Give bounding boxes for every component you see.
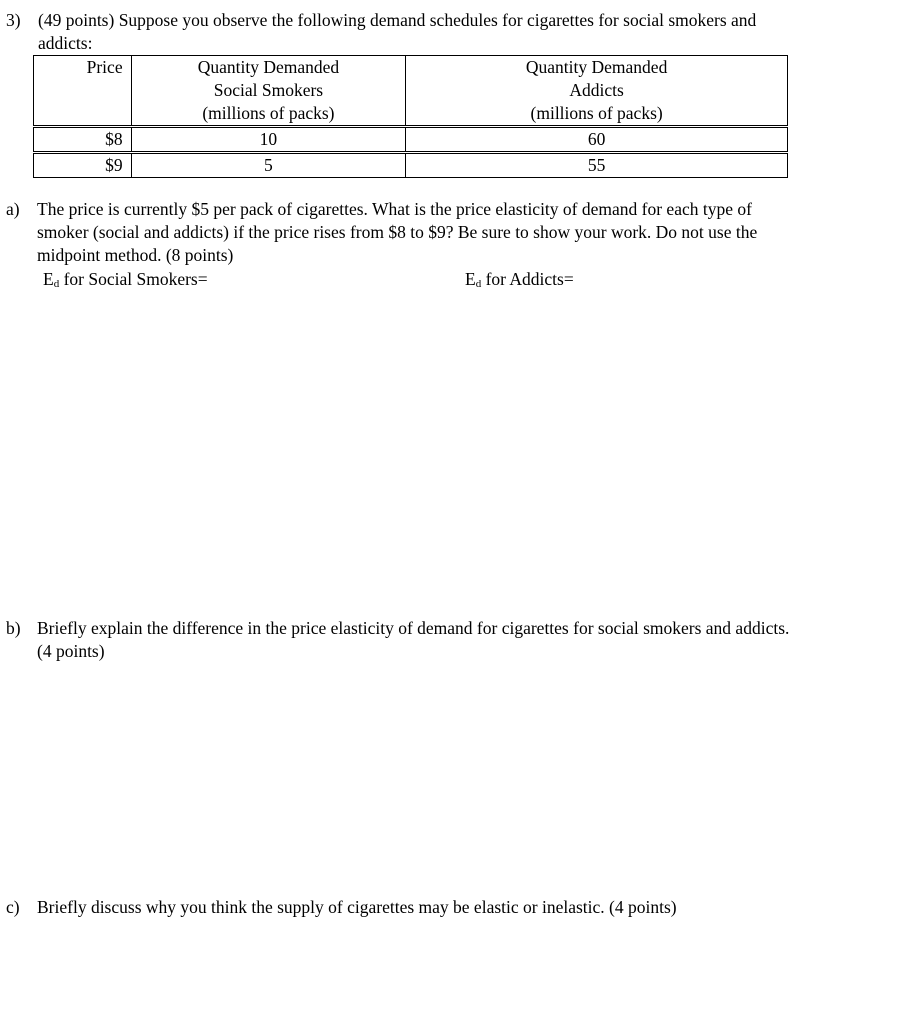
demand-schedule-table bbox=[33, 55, 788, 178]
cell-addicts: 60 bbox=[406, 127, 788, 153]
part-b-line-2: (4 points) bbox=[37, 641, 105, 661]
header-addicts-line-2: Addicts bbox=[569, 80, 624, 100]
ed-social-smokers-label bbox=[43, 268, 208, 296]
part-c-line-1: Briefly discuss why you think the supply of cigarettes may be elastic or inelastic. (4 points) bbox=[37, 897, 677, 917]
question-header bbox=[6, 9, 906, 55]
cell-price: $9 bbox=[34, 153, 132, 178]
part-c bbox=[6, 896, 911, 919]
part-a-line-1: The price is currently $5 per pack of cigarettes. What is the price elasticity of demand for each type of bbox=[37, 199, 752, 219]
part-b-line-1: Briefly explain the difference in the price elasticity of demand for cigarettes for social smokers and addicts. bbox=[37, 618, 790, 638]
ed-social-text: for Social Smokers= bbox=[59, 269, 208, 289]
part-c-text bbox=[6, 896, 911, 919]
cell-social: 10 bbox=[131, 127, 406, 153]
table-row bbox=[34, 153, 788, 178]
part-b-label: b) bbox=[6, 618, 21, 638]
ed-addicts-label bbox=[465, 268, 574, 296]
header-addicts-line-3: (millions of packs) bbox=[530, 103, 663, 123]
part-c-label: c) bbox=[6, 897, 20, 917]
ed-social-subscript: d bbox=[53, 278, 60, 290]
part-b bbox=[6, 617, 911, 663]
part-a-line-2: smoker (social and addicts) if the price rises from $8 to $9? Be sure to show your work. Do not use the bbox=[37, 222, 758, 242]
part-b-text bbox=[6, 617, 911, 663]
header-addicts-line-1: Quantity Demanded bbox=[525, 57, 668, 77]
part-a bbox=[6, 198, 911, 267]
header-price: Price bbox=[34, 56, 132, 127]
header-social-line-1: Quantity Demanded bbox=[197, 57, 340, 77]
ed-social-symbol: E bbox=[43, 269, 54, 289]
table-header-row bbox=[34, 56, 788, 127]
part-a-line-3: midpoint method. (8 points) bbox=[37, 245, 234, 265]
header-addicts bbox=[406, 56, 788, 127]
question-line-1 bbox=[6, 9, 906, 32]
part-a-label: a) bbox=[6, 199, 20, 219]
header-social-smokers bbox=[131, 56, 406, 127]
question-line-2: addicts: bbox=[38, 33, 93, 53]
question-text-1: (49 points) Suppose you observe the following demand schedules for cigarettes for social smokers and bbox=[38, 10, 757, 30]
part-a-text bbox=[6, 198, 911, 267]
header-social-line-3: (millions of packs) bbox=[202, 103, 335, 123]
question-number: 3) bbox=[6, 10, 21, 30]
cell-addicts: 55 bbox=[406, 153, 788, 178]
cell-price: $8 bbox=[34, 127, 132, 153]
ed-addicts-symbol: E bbox=[465, 269, 476, 289]
ed-addicts-subscript: d bbox=[475, 278, 482, 290]
table-row bbox=[34, 127, 788, 153]
header-social-line-2: Social Smokers bbox=[213, 80, 324, 100]
ed-addicts-text: for Addicts= bbox=[481, 269, 574, 289]
cell-social: 5 bbox=[131, 153, 406, 178]
